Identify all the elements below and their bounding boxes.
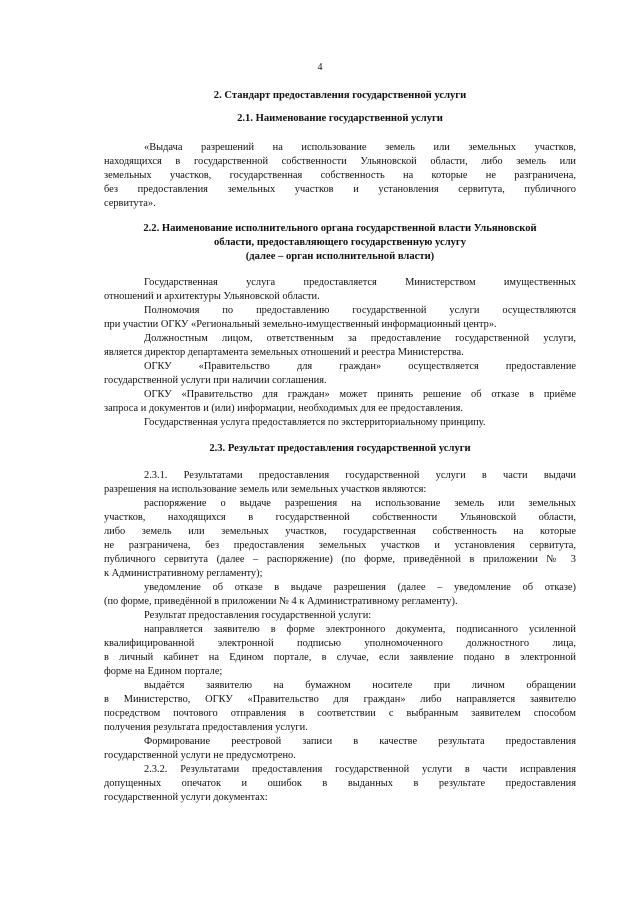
section-2-1-title: 2.1. Наименование государственной услуги — [237, 113, 443, 124]
para-2-3-line: в личный кабинет на Едином портале, в случае, если заявление подано в электронной — [104, 652, 576, 663]
page-number: 4 — [317, 62, 323, 73]
para-2-1-line: сервитута». — [104, 198, 156, 209]
para-2-3-line: либо земель или земельных участков, государственная собственность на которые — [104, 526, 576, 537]
para-2-3-line: к Административному регламенту); — [104, 568, 263, 579]
para-2-2-line: запроса и документов и (или) информации, необходимых для ее предоставления. — [104, 403, 463, 414]
para-2-2-line: Государственная услуга предоставляется по экстерриториальному принципу. — [144, 417, 486, 428]
para-2-3-line: получения результата предоставления услуги. — [104, 722, 308, 733]
para-2-3-line: выдаётся заявителю на бумажном носителе при личном обращении — [144, 680, 576, 691]
para-2-3-line: квалифицированной электронной подписью уполномоченного должностного лица, — [104, 638, 576, 649]
para-2-1-line: находящихся в государственной собственности Ульяновской области, либо земель или — [104, 156, 576, 167]
para-2-3-line: в Министерство, ОГКУ «Правительство для граждан» либо направляется заявителю — [104, 694, 576, 705]
para-2-3-line: допущенных опечаток и ошибок в выданных в результате предоставления — [104, 778, 576, 789]
para-2-2-line: отношений и архитектуры Ульяновской области. — [104, 291, 320, 302]
para-2-3-line: направляется заявителю в форме электронного документа, подписанного усиленной — [144, 624, 576, 635]
para-2-2-line: при участии ОГКУ «Региональный земельно-имущественный информационный центр». — [104, 319, 497, 330]
para-2-1-line: «Выдача разрешений на использование земель или земельных участков, — [144, 142, 576, 153]
para-2-2-line: Государственная услуга предоставляется Министерством имущественных — [144, 277, 576, 288]
para-2-3-line: (по форме, приведённой в приложении № 4 к Административному регламенту). — [104, 596, 458, 607]
para-2-2-line: государственной услуги при наличии соглашения. — [104, 375, 327, 386]
para-2-1-line: земельных участков, государственная собственность на которые не разграничена, — [104, 170, 576, 181]
para-2-2-line: является директор департамента земельных отношений и реестра Министерства. — [104, 347, 464, 358]
para-2-3-line: посредством почтового отправления в соответствии с выбранным заявителем способом — [104, 708, 576, 719]
para-2-3-line: Формирование реестровой записи в качестве результата предоставления — [144, 736, 576, 747]
para-2-2-line: ОГКУ «Правительство для граждан» осуществляется предоставление — [144, 361, 576, 372]
section-2-title: 2. Стандарт предоставления государственной услуги — [213, 90, 467, 101]
para-2-3-line: 2.3.2. Результатами предоставления государственной услуги в части исправления — [144, 764, 576, 775]
para-2-3-line: распоряжение о выдаче разрешения на использование земель или земельных — [144, 498, 576, 509]
para-2-3-line: не разграничена, без предоставления земельных участков и установления сервитута, — [104, 540, 576, 551]
para-2-1-line: без предоставления земельных участков и установления сервитута, публичного — [104, 184, 576, 195]
para-2-3-line: участков, находящихся в государственной собственности Ульяновской области, — [104, 512, 576, 523]
para-2-3-line: Результат предоставления государственной услуги: — [144, 610, 372, 621]
para-2-2-line: ОГКУ «Правительство для граждан» может принять решение об отказе в приёме — [144, 389, 576, 400]
para-2-3-line: государственной услуги документах: — [104, 792, 268, 803]
section-2-2-title-line: (далее – орган исполнительной власти) — [245, 251, 435, 262]
para-2-3-line: публичного сервитута (далее – распоряжение) (по форме, приведённой в приложении № 3 — [104, 554, 576, 565]
para-2-3-line: разрешения на использование земель или земельных участков являются: — [104, 484, 427, 495]
para-2-3-line: форме на Едином портале; — [104, 666, 223, 677]
section-2-2-title-line: 2.2. Наименование исполнительного органа государственной власти Ульяновской — [143, 223, 537, 234]
para-2-2-line: Полномочия по предоставлению государственной услуги осуществляются — [144, 305, 576, 316]
para-2-3-line: 2.3.1. Результатами предоставления государственной услуги в части выдачи — [144, 470, 576, 481]
section-2-2-title-line: области, предоставляющего государственную услугу — [213, 237, 467, 248]
para-2-3-line: уведомление об отказе в выдаче разрешения (далее – уведомление об отказе) — [144, 582, 576, 593]
para-2-2-line: Должностным лицом, ответственным за предоставление государственной услуги, — [144, 333, 576, 344]
section-2-3-title: 2.3. Результат предоставления государственной услуги — [209, 443, 471, 454]
para-2-3-line: государственной услуги не предусмотрено. — [104, 750, 296, 761]
